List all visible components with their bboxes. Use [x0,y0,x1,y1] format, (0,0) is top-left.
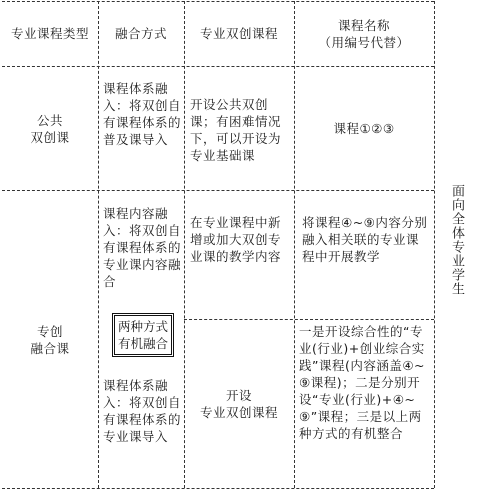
public-type: 公共 双创课 [30,112,70,145]
fusion-box [112,313,174,357]
major-mode-bottom: 课程体系融入：将双创自有课程体系的专业课导入 [103,378,182,444]
major-course-top: 在专业课程中新增或加大双创专业课的教学内容 [190,215,282,264]
major-inner-divider [184,319,434,320]
header-mode: 融合方式 [114,26,167,41]
side-note: 面向全体专业学生 [449,184,464,296]
major-name-top: 将课程④~⑨内容分别融入相关联的专业课程中开展教学 [302,215,428,264]
fusion-box-inner [114,315,172,355]
bottom-border [2,488,434,489]
major-course-bottom: 开设 专业双创课程 [199,388,278,420]
major-type: 专创 融合课 [30,323,70,356]
header-course: 专业双创课程 [199,26,278,41]
row-divider [2,190,434,191]
fusion-box-line1: 两种方式 [117,319,168,334]
major-name-bottom: 一是开设综合性的“专业(行业)+创业综合实践”课程(内容涵盖④~⑨课程)；二是分别开设“专业(行业)+④~⑨”课程；三是以上两种方式的有机整合 [299,324,426,441]
fusion-box-line2: 有机融合 [117,336,168,351]
col-divider-4 [434,1,435,488]
header-divider [2,66,434,67]
public-mode: 课程体系融入：将双创自有课程体系的普及课导入 [103,81,182,147]
public-course: 开设公共双创课；有困难情况下，可以开设为专业基础课 [190,97,282,163]
col-divider-3 [294,1,295,488]
public-name: 课程①②③ [333,121,395,136]
col-divider-2 [184,1,185,488]
header-name: 课程名称 （用编号代替） [318,17,410,50]
header-type: 专业课程类型 [10,26,89,41]
major-mode-top: 课程内容融入：将双创自有课程体系的专业课内容融合 [103,206,182,289]
col-divider-1 [98,1,99,488]
